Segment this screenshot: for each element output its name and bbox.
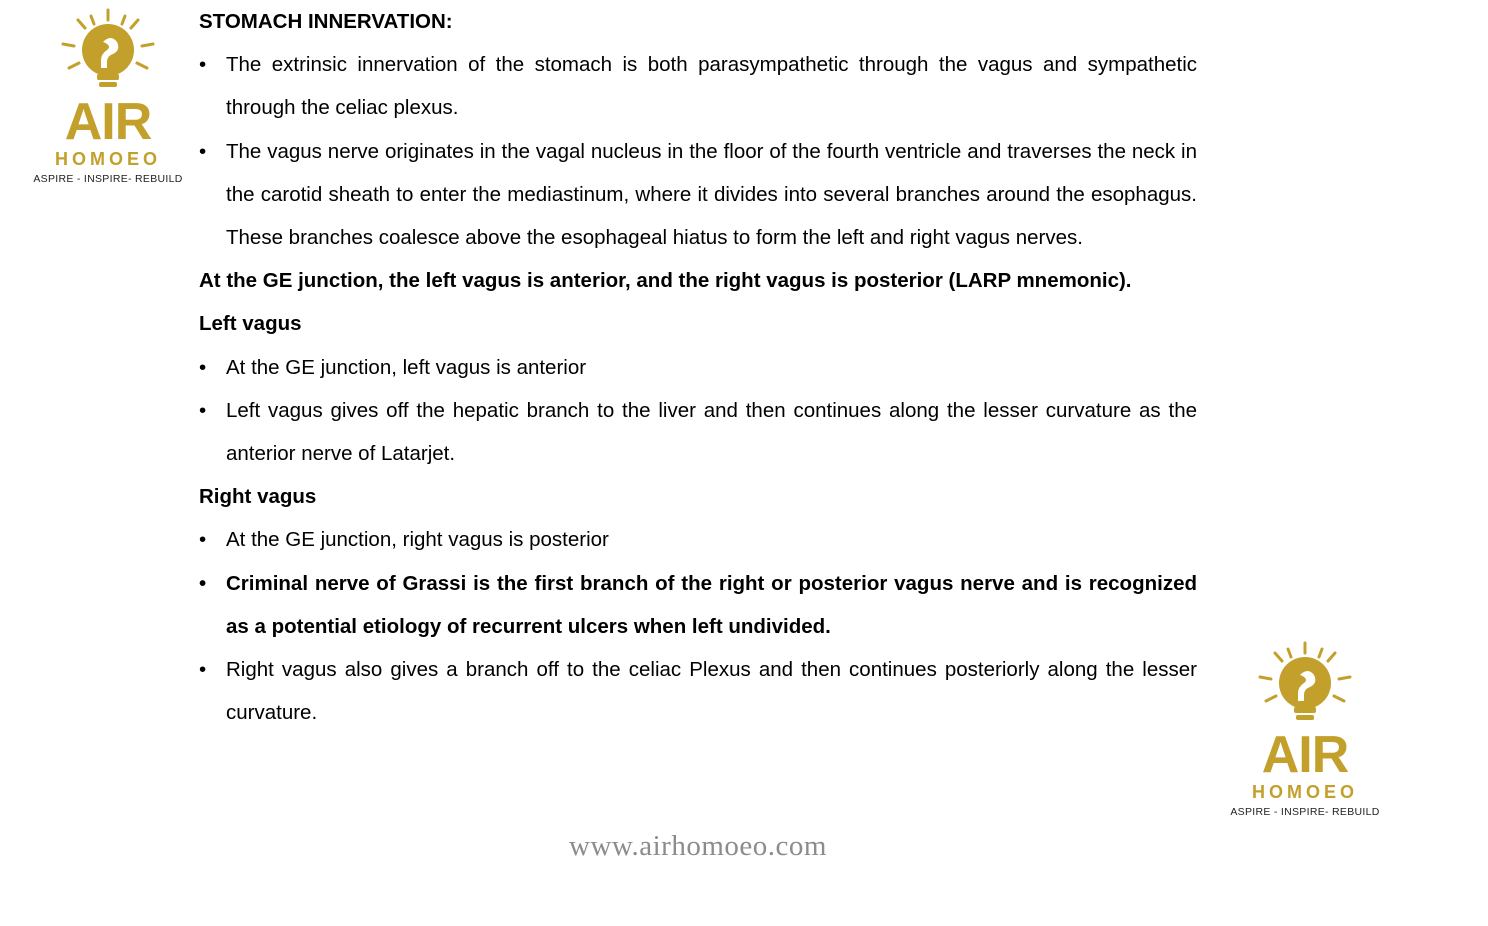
bullet-icon: • <box>199 355 207 379</box>
logo-subbrand: HOMOEO <box>54 149 161 169</box>
bullet-icon: • <box>199 571 207 595</box>
list-item: • At the GE junction, right vagus is posterior <box>199 518 1197 561</box>
logo-tagline: ASPIRE - INSPIRE- REBUILD <box>33 173 183 185</box>
intro-list <box>199 43 1197 259</box>
bullet-icon: • <box>199 53 207 77</box>
right-vagus-list <box>199 518 1197 734</box>
logo-brand: AIR <box>64 93 152 151</box>
list-item: • The vagus nerve originates in the vagal nucleus in the floor of the fourth ventricle and traverses the neck in the carotid sheath to enter the mediastinum, where it divides into several branches around the esophagus. These branches coalesce above the esophageal hiatus to form the left and right vagus nerves. <box>199 130 1197 260</box>
list-item: • Left vagus gives off the hepatic branch to the liver and then continues along the lesser curvature as the anterior nerve of Latarjet. <box>199 389 1197 475</box>
bullet-icon: • <box>199 528 207 552</box>
list-item: • The extrinsic innervation of the stomach is both parasympathetic through the vagus and sympathetic through the celiac plexus. <box>199 43 1197 129</box>
bullet-icon: • <box>199 398 207 422</box>
bullet-icon: • <box>199 139 207 163</box>
lightbulb-icon <box>1230 641 1380 731</box>
logo-tagline: ASPIRE - INSPIRE- REBUILD <box>1230 806 1380 818</box>
logo-subbrand: HOMOEO <box>1251 782 1358 802</box>
main-content <box>199 0 1197 734</box>
left-vagus-heading: Left vagus <box>199 312 302 336</box>
website-link[interactable]: www.airhomoeo.com <box>569 830 827 862</box>
logo-bottom-right <box>1230 641 1380 821</box>
list-item: • Right vagus also gives a branch off to the celiac Plexus and then continues posteriorly along the lesser curvature. <box>199 648 1197 734</box>
logo-top-left <box>33 8 183 188</box>
ge-statement: At the GE junction, the left vagus is anterior, and the right vagus is posterior (LARP mnemonic). <box>199 269 1132 293</box>
left-vagus-list <box>199 346 1197 476</box>
section-title: STOMACH INNERVATION: <box>199 10 453 33</box>
logo-brand: AIR <box>1261 726 1349 784</box>
lightbulb-icon <box>33 8 183 98</box>
bullet-icon: • <box>199 658 207 682</box>
right-vagus-heading: Right vagus <box>199 485 317 509</box>
list-item: • At the GE junction, left vagus is anterior <box>199 346 1197 389</box>
list-item: • Criminal nerve of Grassi is the first branch of the right or posterior vagus nerve and is recognized as a potential etiology of recurrent ulcers when left undivided. <box>199 562 1197 648</box>
